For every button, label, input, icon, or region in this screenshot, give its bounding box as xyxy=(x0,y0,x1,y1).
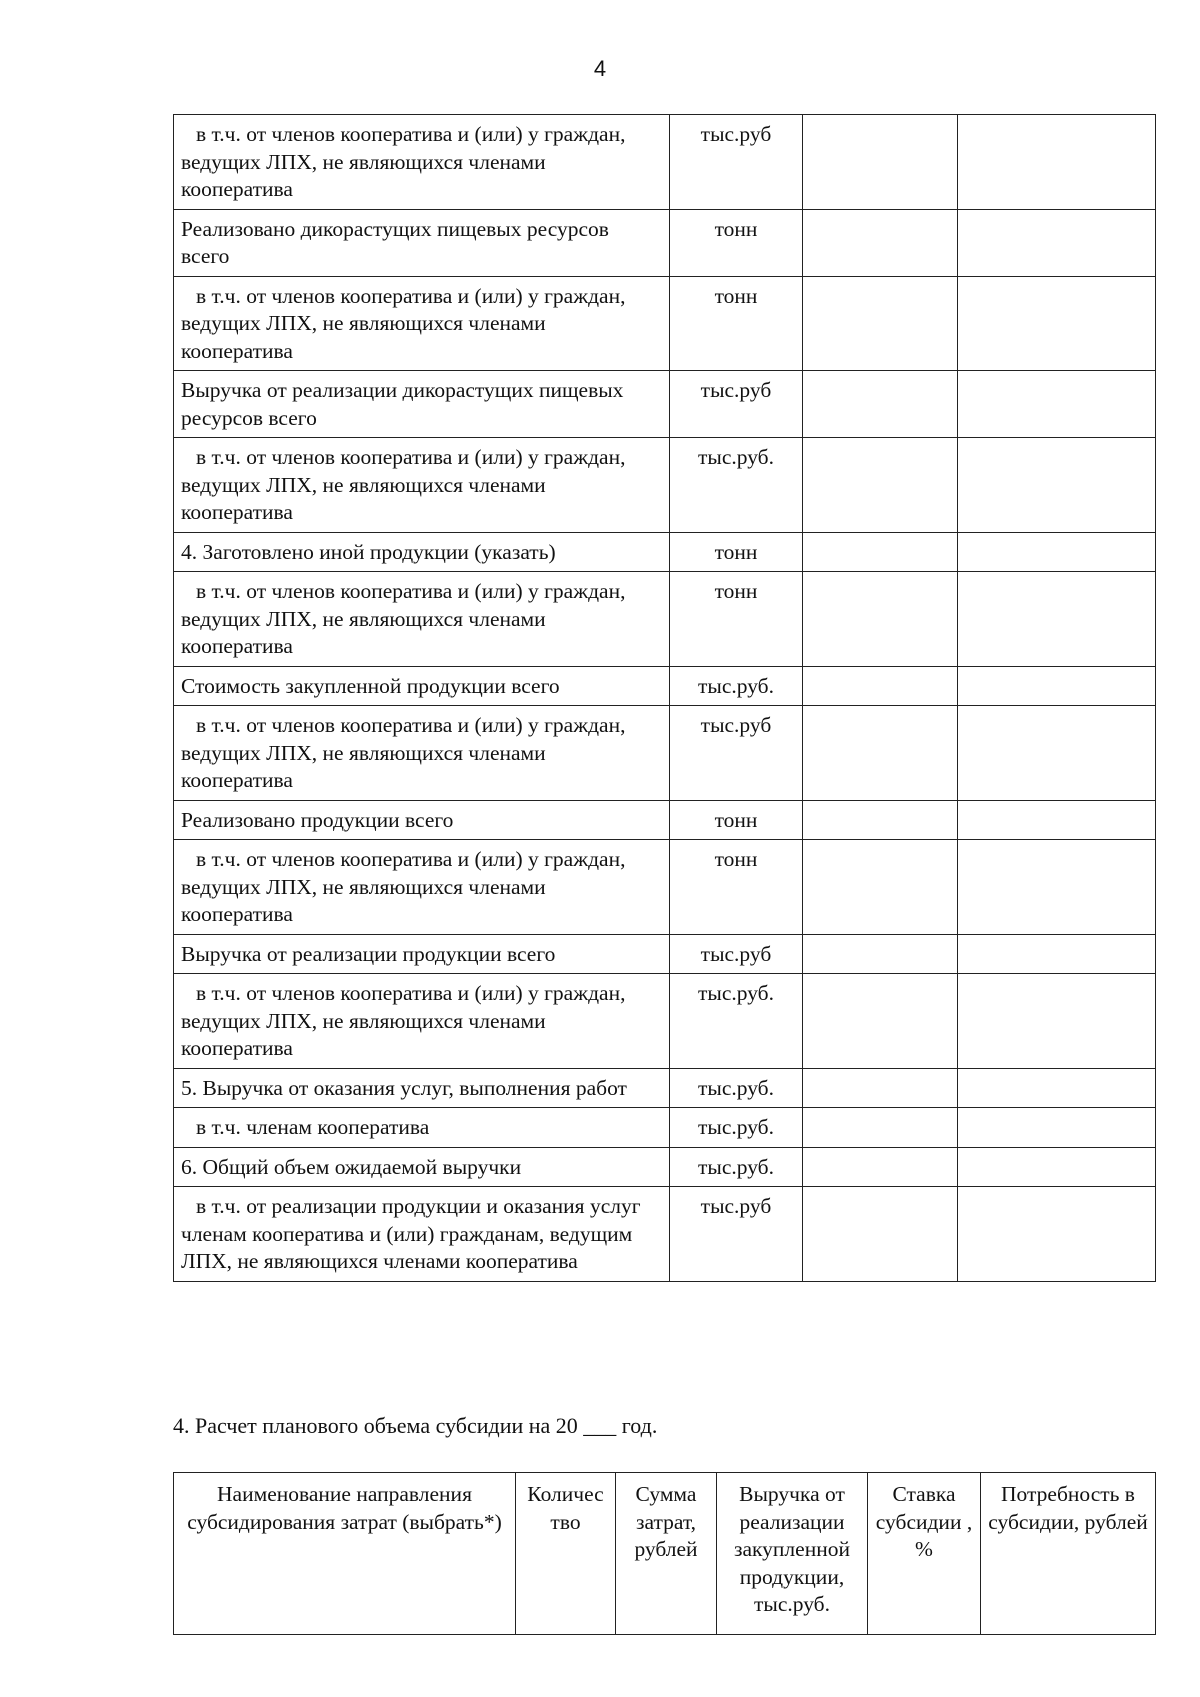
row-unit: тонн xyxy=(670,209,803,276)
value-cell xyxy=(803,1147,958,1187)
row-label: в т.ч. от членов кооператива и (или) у граждан, ведущих ЛПХ, не являющихся членами кооператива xyxy=(174,438,670,533)
row-unit: тыс.руб. xyxy=(670,1068,803,1108)
row-label: в т.ч. от членов кооператива и (или) у граждан, ведущих ЛПХ, не являющихся членами кооператива xyxy=(174,115,670,210)
value-cell xyxy=(958,276,1156,371)
value-cell xyxy=(803,438,958,533)
row-label: 6. Общий объем ожидаемой выручки xyxy=(174,1147,670,1187)
row-label: Выручка от реализации продукции всего xyxy=(174,934,670,974)
row-unit: тыс.руб xyxy=(670,1187,803,1282)
table-row xyxy=(174,706,1156,801)
table-row xyxy=(174,438,1156,533)
value-cell xyxy=(958,934,1156,974)
value-cell xyxy=(803,666,958,706)
row-label: в т.ч. от членов кооператива и (или) у граждан, ведущих ЛПХ, не являющихся членами кооператива xyxy=(174,840,670,935)
header-cell: Ставка субсидии , % xyxy=(868,1473,981,1635)
section-title: 4. Расчет планового объема субсидии на 20 ___ год. xyxy=(173,1413,658,1438)
row-label: в т.ч. от членов кооператива и (или) у граждан, ведущих ЛПХ, не являющихся членами кооператива xyxy=(174,276,670,371)
header-cell: Количес тво xyxy=(516,1473,616,1635)
value-cell xyxy=(803,1068,958,1108)
row-unit: тыс.руб. xyxy=(670,666,803,706)
row-unit: тонн xyxy=(670,276,803,371)
revenue-table xyxy=(173,114,1156,1282)
value-cell xyxy=(803,371,958,438)
value-cell xyxy=(803,706,958,801)
row-label: Реализовано продукции всего xyxy=(174,800,670,840)
value-cell xyxy=(958,115,1156,210)
page-number: 4 xyxy=(593,56,607,81)
value-cell xyxy=(803,974,958,1069)
table-row xyxy=(174,1147,1156,1187)
row-label: 5. Выручка от оказания услуг, выполнения работ xyxy=(174,1068,670,1108)
value-cell xyxy=(958,532,1156,572)
value-cell xyxy=(958,1147,1156,1187)
table-row xyxy=(174,276,1156,371)
table-row xyxy=(174,974,1156,1069)
value-cell xyxy=(958,1108,1156,1148)
row-label: Стоимость закупленной продукции всего xyxy=(174,666,670,706)
row-unit: тыс.руб xyxy=(670,371,803,438)
table-row xyxy=(174,934,1156,974)
value-cell xyxy=(958,666,1156,706)
row-label: 4. Заготовлено иной продукции (указать) xyxy=(174,532,670,572)
value-cell xyxy=(958,1068,1156,1108)
table-row xyxy=(174,371,1156,438)
row-unit: тыс.руб. xyxy=(670,1108,803,1148)
table-row xyxy=(174,532,1156,572)
row-unit: тонн xyxy=(670,572,803,667)
value-cell xyxy=(803,1108,958,1148)
value-cell xyxy=(803,572,958,667)
table-header-row xyxy=(174,1473,1156,1635)
table-row xyxy=(174,666,1156,706)
value-cell xyxy=(803,934,958,974)
table-row xyxy=(174,1108,1156,1148)
table-row xyxy=(174,572,1156,667)
table-row xyxy=(174,115,1156,210)
value-cell xyxy=(958,800,1156,840)
row-unit: тыс.руб. xyxy=(670,974,803,1069)
table-row xyxy=(174,800,1156,840)
row-label: в т.ч. членам кооператива xyxy=(174,1108,670,1148)
value-cell xyxy=(803,209,958,276)
value-cell xyxy=(958,371,1156,438)
value-cell xyxy=(958,209,1156,276)
table-row xyxy=(174,1068,1156,1108)
subsidy-calc-table xyxy=(173,1472,1156,1635)
row-unit: тыс.руб. xyxy=(670,438,803,533)
header-cell: Выручка от реализации закупленной продукции, тыс.руб. xyxy=(717,1473,868,1635)
value-cell xyxy=(958,572,1156,667)
row-unit: тыс.руб xyxy=(670,706,803,801)
row-unit: тыс.руб. xyxy=(670,1147,803,1187)
row-unit: тонн xyxy=(670,840,803,935)
value-cell xyxy=(958,974,1156,1069)
row-label: в т.ч. от членов кооператива и (или) у граждан, ведущих ЛПХ, не являющихся членами кооператива xyxy=(174,974,670,1069)
row-label: в т.ч. от членов кооператива и (или) у граждан, ведущих ЛПХ, не являющихся членами кооператива xyxy=(174,572,670,667)
row-unit: тыс.руб xyxy=(670,115,803,210)
value-cell xyxy=(803,532,958,572)
table-row xyxy=(174,209,1156,276)
value-cell xyxy=(958,840,1156,935)
value-cell xyxy=(803,840,958,935)
value-cell xyxy=(958,1187,1156,1282)
row-label: в т.ч. от реализации продукции и оказания услуг членам кооператива и (или) гражданам, ведущим ЛПХ, не являющихся членами кооператива xyxy=(174,1187,670,1282)
header-cell: Потребность в субсидии, рублей xyxy=(981,1473,1156,1635)
row-unit: тонн xyxy=(670,800,803,840)
value-cell xyxy=(803,115,958,210)
row-unit: тыс.руб xyxy=(670,934,803,974)
row-label: Реализовано дикорастущих пищевых ресурсов всего xyxy=(174,209,670,276)
value-cell xyxy=(803,276,958,371)
table-row xyxy=(174,1187,1156,1282)
row-label: в т.ч. от членов кооператива и (или) у граждан, ведущих ЛПХ, не являющихся членами кооператива xyxy=(174,706,670,801)
table-row xyxy=(174,840,1156,935)
row-unit: тонн xyxy=(670,532,803,572)
header-cell: Наименование направления субсидирования затрат (выбрать*) xyxy=(174,1473,516,1635)
value-cell xyxy=(958,438,1156,533)
value-cell xyxy=(803,800,958,840)
header-cell: Сумма затрат, рублей xyxy=(616,1473,717,1635)
row-label: Выручка от реализации дикорастущих пищевых ресурсов всего xyxy=(174,371,670,438)
value-cell xyxy=(958,706,1156,801)
value-cell xyxy=(803,1187,958,1282)
